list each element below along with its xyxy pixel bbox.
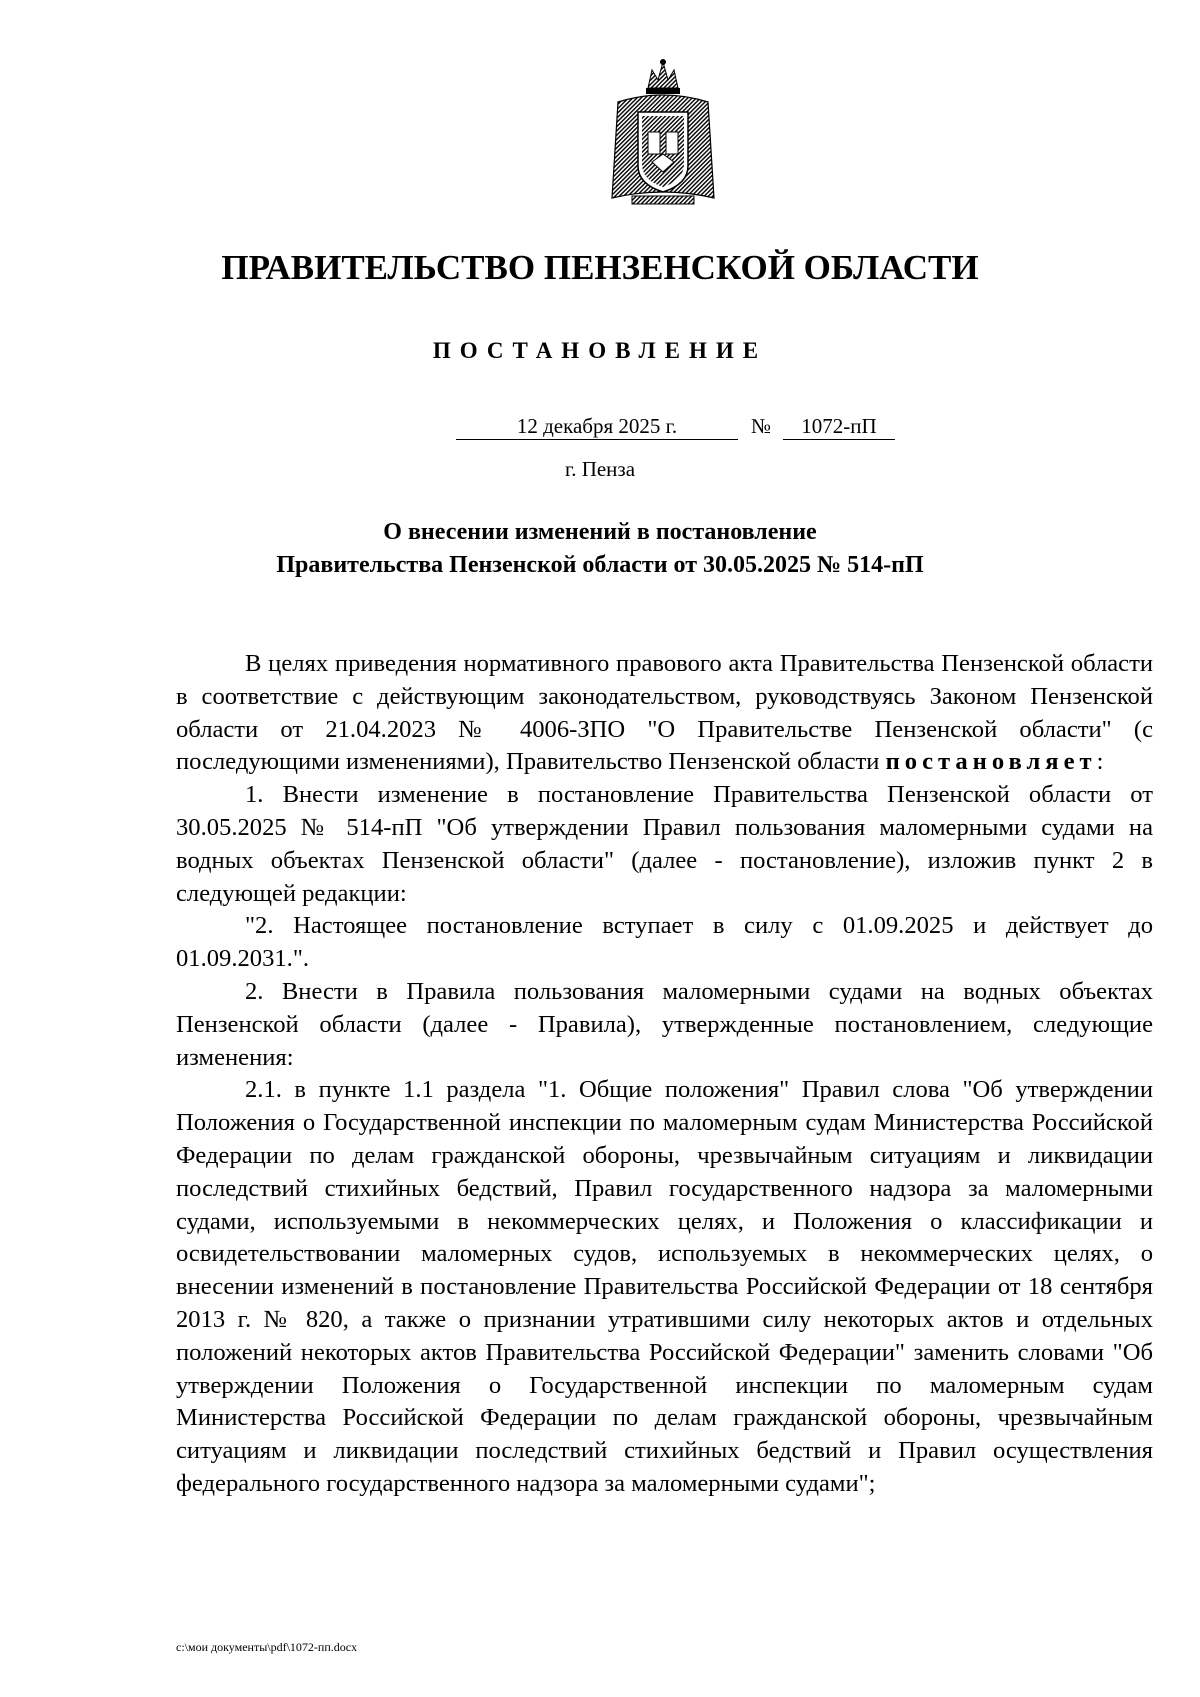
item-2-1-paragraph: 2.1. в пункте 1.1 раздела "1. Общие положения" Правил слова "Об утверждении Положения о Государственной инспекции по маломерным судам Министерства Российской Федерации по делам гражданской обороны, чрезвычайным ситуациям и ликвидации последствий стихийных бедствий, Правил государственного надзора за маломерными судами, используемыми в некоммерческих целях, и Положения о классификации и освидетельствовании маломерных судов, используемых в некоммерческих целях, о внесении изменений в постановление Правительства Российской Федерации от 18 сентября 2013 г. № 820, а также о признании утратившими силу некоторых актов и отдельных положений некоторых актов Правительства Российской Федерации" заменить словами "Об утверждении Положения о Государственной инспекции по маломерным судам Министерства Российской Федерации по делам гражданской обороны, чрезвычайным ситуациям и ликвидации последствий стихийных бедствий и Правил осуществления федерального государственного надзора за маломерными судами"; (176, 1076, 1153, 1497)
item-1-paragraph: 1. Внести изменение в постановление Правительства Пензенской области от 30.05.2025 № 514-пП "Об утверждении Правил пользования маломерными судами на водных объектах Пензенской области" (далее - постановление), изложив пункт 2 в следующей редакции: (176, 781, 1153, 907)
file-path-footer: c:\мои документы\pdf\1072-пп.docx (176, 1640, 358, 1654)
item-1-quote-paragraph: "2. Настоящее постановление вступает в силу с 01.09.2025 и действует до 01.09.2031.". (176, 912, 1153, 973)
item-2-paragraph: 2. Внести в Правила пользования маломерными судами на водных объектах Пензенской области (далее - Правила), утвержденные постановлением, следующие изменения: (176, 977, 1153, 1071)
coat-of-arms-icon (608, 58, 718, 208)
preamble-text: В целях приведения нормативного правового акта Правительства Пензенской области в соответствие с действующим законодательством, руководствуясь Законом Пензенской области от 21.04.2023 № 4006-ЗПО "О Правительстве Пензенской области" (с последующими изменениями), Правительство Пензенской области (176, 650, 1153, 776)
preamble-paragraph (176, 648, 1153, 779)
number-sign: № (750, 414, 772, 438)
document-body (176, 648, 1153, 1501)
document-date: 12 декабря 2025 г. (456, 413, 738, 440)
government-title: ПРАВИТЕЛЬСТВО ПЕНЗЕНСКОЙ ОБЛАСТИ (221, 248, 979, 287)
subject-line-2: Правительства Пензенской области от 30.05.2025 № 514-пП (276, 552, 924, 578)
subject-line-1: О внесении изменений в постановление (383, 519, 817, 545)
document-subject (0, 516, 1200, 582)
document-number: 1072-пП (783, 413, 895, 440)
preamble-end: : (1096, 748, 1104, 776)
resolves-word: постановляет (885, 748, 1097, 776)
city: г. Пенза (564, 457, 636, 481)
document-type: ПОСТАНОВЛЕНИЕ (432, 338, 768, 363)
